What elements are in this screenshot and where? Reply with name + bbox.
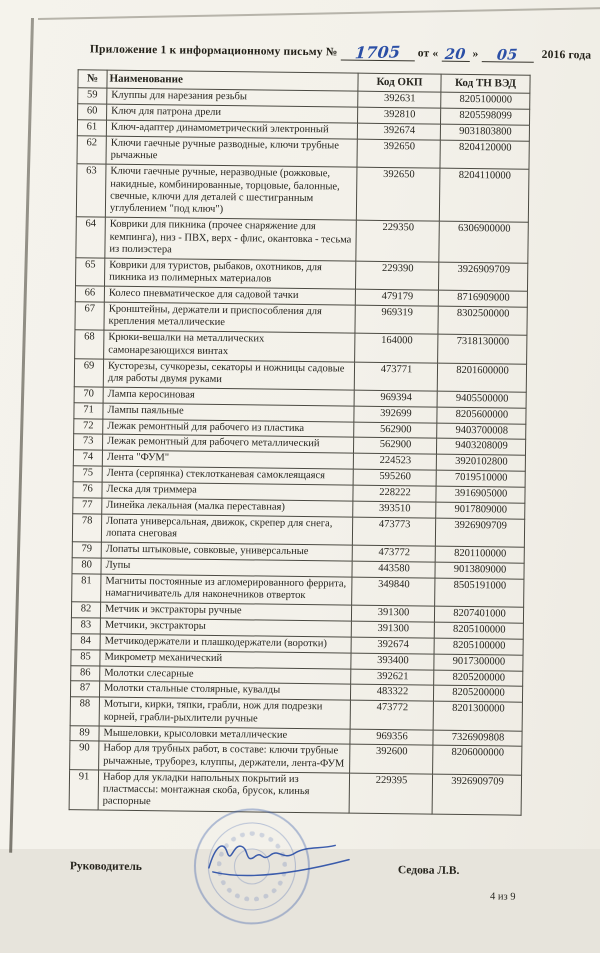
- handwritten-signature: [203, 832, 354, 886]
- tnved-code: 9017300000: [434, 654, 523, 671]
- table-row: [76, 164, 529, 223]
- okp-code: 229395: [349, 773, 432, 815]
- tnved-code: 8302500000: [438, 306, 527, 335]
- tnved-code: 3916905000: [436, 486, 525, 503]
- page-number: 4 из 9: [489, 891, 516, 903]
- okp-code: 392699: [354, 406, 437, 423]
- tnved-code: 8204120000: [440, 140, 529, 169]
- quote-close: »: [472, 48, 479, 61]
- tnved-code: 3926909709: [435, 518, 524, 547]
- row-number: 84: [71, 634, 100, 650]
- tnved-code: 3926909709: [432, 774, 521, 816]
- tnved-code: 7019510000: [436, 470, 525, 487]
- item-name: Лампы паяльные: [103, 403, 354, 422]
- row-number: 59: [78, 88, 107, 104]
- role-label: Руководитель: [69, 860, 142, 874]
- item-name: Кронштейны, держатели и приспособления для крепления металлические: [104, 302, 355, 333]
- okp-code: 393510: [353, 501, 436, 518]
- row-number: 74: [73, 450, 102, 466]
- row-number: 91: [69, 769, 98, 810]
- row-number: 89: [70, 725, 99, 741]
- tnved-code: 8205600000: [437, 407, 526, 424]
- item-name: Крюки-вешалки на металлических самонарезающихся винтах: [104, 330, 355, 361]
- item-name: Ключ для патрона дрели: [107, 104, 358, 123]
- paper-edge-left: [9, 18, 34, 853]
- okp-code: 473772: [352, 545, 435, 562]
- item-name: Ключ-адаптер динамометрический электронный: [106, 120, 357, 139]
- item-name: Мотыги, кирки, тяпки, грабли, нож для подрезки корней, грабли-рыхлители ручные: [99, 697, 350, 728]
- handwritten-day: 20: [444, 45, 467, 64]
- tnved-code: 9013809000: [435, 562, 524, 579]
- signer-name: Седова Л.В.: [397, 864, 460, 878]
- row-number: 87: [70, 681, 99, 697]
- item-name: Лежак ремонтный для рабочего металлический: [102, 435, 353, 454]
- tnved-code: 3926909709: [438, 262, 527, 291]
- row-number: 88: [70, 697, 99, 726]
- item-name: Метчики, экстракторы: [100, 618, 351, 637]
- item-name: Мышеловки, крысоловки металлические: [99, 726, 350, 745]
- letter-number-blank: [341, 42, 415, 63]
- item-name: Молотки стальные столярные, кувалды: [99, 682, 350, 701]
- okp-code: 473771: [354, 362, 437, 391]
- okp-code: 224523: [353, 453, 436, 470]
- tnved-code: 8201300000: [433, 701, 522, 730]
- item-name: Набор для трубных работ, в составе: ключи трубные рычажные, труборез, клуппы, держатели, лента-ФУМ: [99, 742, 350, 773]
- item-name: Лупы: [101, 558, 352, 577]
- tnved-code: 8205200000: [433, 686, 522, 703]
- tnved-code: 9031803800: [440, 124, 529, 141]
- okp-code: 391300: [351, 621, 434, 638]
- tnved-code: 9405500000: [437, 391, 526, 408]
- row-number: 76: [73, 482, 102, 498]
- tnved-code: 9017809000: [436, 502, 525, 519]
- table-body: [69, 88, 530, 815]
- item-name: Клуппы для нарезания резьбы: [107, 89, 358, 108]
- row-number: 63: [76, 164, 106, 217]
- tnved-code: 9403208009: [436, 439, 525, 456]
- tnved-code: 8206000000: [433, 746, 522, 775]
- paper-edge-top: [38, 7, 600, 20]
- tnved-code: 8204110000: [439, 169, 529, 223]
- tnved-code: 9403700008: [437, 423, 526, 440]
- item-name: Магниты постоянные из агломерированного феррита, намагничиватель для наконечников отверток: [101, 574, 352, 605]
- row-number: 65: [76, 258, 105, 287]
- row-number: 85: [71, 649, 100, 665]
- row-number: 70: [74, 387, 103, 403]
- tnved-code: 7318130000: [438, 335, 527, 364]
- item-name: Леска для триммера: [102, 482, 353, 501]
- okp-code: 969356: [350, 729, 433, 746]
- row-number: 78: [72, 514, 101, 543]
- okp-code: 164000: [355, 333, 438, 362]
- item-name: Микрометр механический: [100, 650, 351, 669]
- okp-code: 473772: [350, 700, 433, 729]
- row-number: 75: [73, 466, 102, 482]
- year-suffix: 2016 года: [541, 48, 592, 62]
- col-header-okp: Код ОКП: [358, 73, 441, 93]
- okp-code: 392631: [358, 92, 441, 109]
- tnved-code: 7326909808: [433, 730, 522, 747]
- item-name: Лента "ФУМ": [102, 450, 353, 469]
- tnved-code: 8205200000: [434, 670, 523, 687]
- okp-code: 392621: [351, 669, 434, 686]
- col-header-tnved: Код ТН ВЭД: [441, 74, 530, 94]
- item-name: Набор для укладки напольных покрытий из пластмассы: монтажная скоба, брусок, клинья распорные: [98, 770, 349, 814]
- row-number: 73: [73, 434, 102, 450]
- item-name: Коврики для пикника (прочее снаряжение для кемпинга), низ - ПВХ, верх - флис, окантовка - тесьма из полиэстера: [105, 217, 356, 261]
- table-row: [76, 217, 528, 263]
- row-number: 60: [78, 104, 107, 120]
- okp-code: 473773: [352, 517, 435, 546]
- tnved-code: 8201600000: [437, 363, 526, 392]
- tnved-code: 8205598099: [441, 109, 530, 126]
- okp-code: 392674: [357, 123, 440, 140]
- tnved-code: 3920102800: [436, 454, 525, 471]
- row-number: 71: [74, 402, 103, 418]
- okp-code: 393400: [351, 653, 434, 670]
- row-number: 72: [74, 418, 103, 434]
- item-name: Метчик и экстракторы ручные: [100, 602, 351, 621]
- item-name: Лежак ремонтный для рабочего из пластика: [103, 419, 354, 438]
- okp-code: 443580: [352, 561, 435, 578]
- okp-code: 229350: [356, 220, 439, 262]
- okp-code: 229390: [355, 261, 438, 290]
- handwritten-month: 05: [496, 46, 519, 64]
- row-number: 68: [75, 330, 104, 359]
- okp-code: 349840: [352, 577, 435, 606]
- okp-code: 392674: [351, 637, 434, 654]
- okp-code: 391300: [351, 605, 434, 622]
- row-number: 62: [77, 136, 106, 165]
- item-name: Линейка лекальная (малка переставная): [102, 498, 353, 517]
- item-name: Колесо пневматическое для садовой тачки: [104, 286, 355, 305]
- okp-code: 562900: [353, 438, 436, 455]
- handwritten-letter-number: 1705: [354, 42, 402, 63]
- okp-code: 562900: [354, 422, 437, 439]
- okp-code: 392600: [350, 745, 433, 774]
- okp-code: 479179: [355, 289, 438, 306]
- row-number: 81: [72, 574, 101, 603]
- signature-block: [67, 827, 520, 953]
- document-content: [67, 39, 592, 952]
- item-name: Молотки слесарные: [100, 666, 351, 685]
- document-title: [89, 39, 592, 64]
- row-number: 67: [75, 302, 104, 331]
- row-number: 69: [74, 358, 103, 387]
- tnved-code: 8205100000: [434, 638, 523, 655]
- day-blank: [441, 46, 469, 62]
- row-number: 79: [72, 542, 101, 558]
- row-number: 82: [71, 602, 100, 618]
- table-row: [69, 769, 521, 815]
- items-table: [69, 69, 531, 816]
- from-label: от «: [417, 47, 439, 60]
- row-number: 83: [71, 618, 100, 634]
- item-name: Лента (серпянка) стеклотканевая самоклеящаяся: [102, 466, 353, 485]
- item-name: Коврики для туристов, рыбаков, охотников, для пикника из полимерных материалов: [105, 258, 356, 289]
- tnved-code: 8205100000: [434, 622, 523, 639]
- month-blank: [482, 46, 534, 62]
- row-number: 86: [71, 665, 100, 681]
- okp-code: 228222: [353, 485, 436, 502]
- item-name: Лопата универсальная, движок, скрепер для снега, лопата снеговая: [101, 514, 352, 545]
- row-number: 64: [76, 217, 105, 258]
- okp-code: 969319: [355, 305, 438, 334]
- okp-code: 969394: [354, 390, 437, 407]
- col-header-name: Наименование: [107, 70, 358, 92]
- item-name: Лопаты штыковые, совковые, универсальные: [101, 542, 352, 561]
- okp-code: 392650: [356, 168, 440, 222]
- row-number: 80: [72, 558, 101, 574]
- row-number: 90: [70, 741, 99, 770]
- okp-code: 483322: [350, 685, 433, 702]
- col-header-number: №: [78, 69, 107, 88]
- item-name: Ключи гаечные ручные разводные, ключи трубные рычажные: [106, 136, 357, 167]
- item-name: Лампа керосиновая: [103, 387, 354, 406]
- tnved-code: 8205100000: [441, 93, 530, 110]
- okp-code: 392810: [358, 108, 441, 125]
- tnved-code: 8716909000: [438, 290, 527, 307]
- item-name: Кусторезы, сучкорезы, секаторы и ножницы садовые для работы двумя руками: [103, 359, 354, 390]
- row-number: 77: [73, 498, 102, 514]
- row-number: 61: [77, 120, 106, 136]
- tnved-code: 8201100000: [435, 546, 524, 563]
- tnved-code: 8505191000: [435, 578, 524, 607]
- item-name: Ключи гаечные ручные, неразводные (рожковые, накидные, комбинированные, торцовые, балонные, свечные, ключи для деталей с шестигранным углублением "под ключ"): [105, 164, 357, 220]
- row-number: 66: [75, 286, 104, 302]
- tnved-code: 6306900000: [439, 222, 528, 264]
- okp-code: 392650: [357, 139, 440, 168]
- okp-code: 595260: [353, 469, 436, 486]
- tnved-code: 8207401000: [434, 606, 523, 623]
- item-name: Метчикодержатели и плашкодержатели (воротки): [100, 634, 351, 653]
- title-prefix: Приложение 1 к информационному письму №: [89, 43, 338, 59]
